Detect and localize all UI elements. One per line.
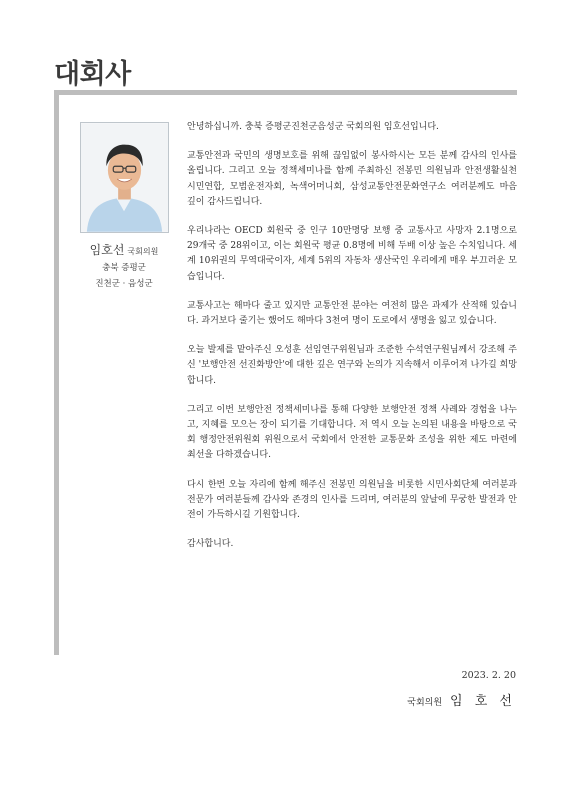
paragraph-sign-off: 감사합니다.: [187, 539, 234, 550]
author-region-1: 충북 증평군: [102, 263, 146, 273]
document-date: 2023. 2. 20: [461, 670, 516, 681]
title-divider: [54, 90, 517, 95]
paragraph-closing-thanks: 다시 한번 오늘 자리에 함께 해주신 전봉민 의원님을 비롯한 시민사회단체 여러분과 전문가 여러분들께 감사와 존경의 인사를 드리며, 여러분의 앞날에 무궁한 발전과 안전이 가득하시길 기원합니다.: [187, 479, 517, 521]
author-portrait: [80, 122, 169, 233]
signature-name: 임 호 선: [450, 694, 516, 709]
paragraph-greeting: 안녕하십니까. 충북 증평군진천군음성군 국회의원 임호선입니다.: [187, 122, 439, 132]
author-caption: [72, 242, 176, 292]
author-name: 임호선: [89, 243, 125, 257]
signature-title: 국회의원: [407, 698, 443, 708]
paragraph-expectations: 그리고 이번 보행안전 정책세미나를 통해 다양한 보행안전 정책 사례와 경험을 나누고, 지혜를 모으는 장이 되기를 기대합니다. 저 역시 오늘 논의된 내용을 바탕으로 국회 행정안전위원회 위원으로서 국회에서 안전한 교통문화 조성을 위한 제도 마련에 최선을 다하겠습니다.: [187, 404, 517, 461]
author-region-2: 진천군 · 음성군: [95, 279, 153, 289]
paragraph-challenges: 교통사고는 해마다 줄고 있지만 교통안전 분야는 여전히 많은 과제가 산적해 있습니다. 과거보다 줄기는 했어도 해마다 3천여 명이 도로에서 생명을 잃고 있습니다.: [187, 300, 517, 327]
paragraph-presenters: 오늘 발제를 맡아주신 오성훈 선임연구위원님과 조준한 수석연구원님께서 강조해 주신 '보행안전 선진화방안'에 대한 깊은 연구와 논의가 지속해서 이루어져 나가길 희망합니다.: [187, 345, 517, 386]
side-divider: [54, 95, 59, 655]
greeting-body: [187, 120, 517, 566]
author-role: 국회의원: [127, 247, 159, 256]
portrait-image: [81, 123, 168, 232]
page-title: 대회사: [54, 59, 131, 90]
paragraph-thanks: 교통안전과 국민의 생명보호를 위해 끊임없이 봉사하시는 모든 분께 감사의 인사를 올립니다. 그리고 오늘 정책세미나를 함께 주최하신 전봉민 의원님과 안전생활실천시민연합, 모범운전자회, 녹색어머니회, 삼성교통안전문화연구소 여러분께도 마음 깊이 감사드립니다.: [187, 151, 517, 207]
paragraph-statistics: 우리나라는 OECD 회원국 중 인구 10만명당 보행 중 교통사고 사망자 2.1명으로 29개국 중 28위이고, 이는 회원국 평균 0.8명에 비해 두배 이상 높은 수치입니다. 세계 10위권의 무역대국이자, 세계 5위의 자동차 생산국인 우리에게 매우 부끄러운 모습입니다.: [187, 226, 517, 282]
signature-block: [380, 690, 516, 709]
